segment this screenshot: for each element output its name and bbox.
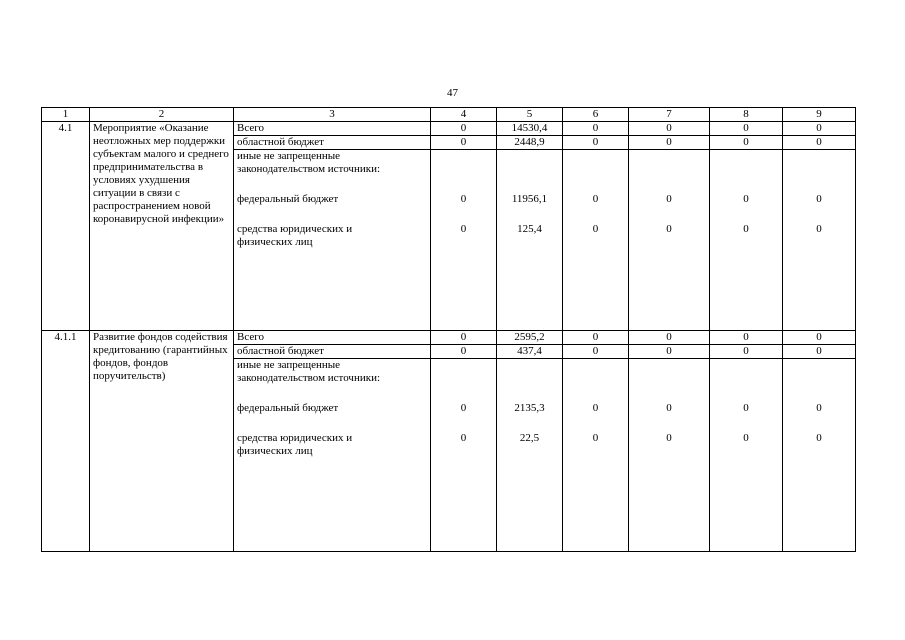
header-cell: 4 xyxy=(431,108,497,122)
value-legal: 0 xyxy=(743,223,749,235)
value-column-6 xyxy=(563,122,629,331)
page-number: 47 xyxy=(447,87,458,99)
value-total: 0 xyxy=(563,331,628,345)
source-legal-line2: физических лиц xyxy=(237,445,313,457)
header-row xyxy=(42,108,856,122)
value-federal: 0 xyxy=(592,193,599,205)
value-column-9 xyxy=(783,331,856,552)
value-federal: 11956,1 xyxy=(511,193,548,205)
row-name: Развитие фондов содействия кредитованию (гарантийных фондов, фондов поручительств) xyxy=(90,331,234,552)
value-federal: 0 xyxy=(460,402,467,414)
value-legal: 125,4 xyxy=(517,223,542,235)
source-other-line1: иные не запрещенные xyxy=(237,359,341,371)
value-column-7 xyxy=(629,122,710,331)
value-regional: 0 xyxy=(629,345,709,359)
source-other-line2: законодательством источники: xyxy=(237,163,381,175)
value-regional: 0 xyxy=(783,136,855,150)
row-name: Мероприятие «Оказание неотложных мер поддержки субъектам малого и среднего предпринимательства в условиях ухудшения ситуации в связи с распространением новой коронавирусной инфекции» xyxy=(90,122,234,331)
value-regional: 0 xyxy=(431,345,496,359)
header-cell: 9 xyxy=(783,108,856,122)
value-legal: 0 xyxy=(816,223,822,235)
value-federal: 0 xyxy=(592,402,599,414)
value-federal: 2135,3 xyxy=(514,402,545,414)
value-regional: 2448,9 xyxy=(497,136,562,150)
header-cell: 2 xyxy=(90,108,234,122)
value-federal: 0 xyxy=(666,402,672,414)
value-regional: 0 xyxy=(783,345,855,359)
value-total: 0 xyxy=(783,331,855,345)
value-column-5 xyxy=(497,122,563,331)
value-column-9 xyxy=(783,122,856,331)
value-column-4 xyxy=(431,331,497,552)
value-federal: 0 xyxy=(743,402,749,414)
value-legal: 22,5 xyxy=(519,432,540,444)
value-regional: 437,4 xyxy=(497,345,562,359)
value-column-6 xyxy=(563,331,629,552)
value-regional: 0 xyxy=(563,345,628,359)
value-legal: 0 xyxy=(666,223,672,235)
value-legal: 0 xyxy=(666,432,672,444)
header-cell: 1 xyxy=(42,108,90,122)
value-regional: 0 xyxy=(431,136,496,150)
source-regional: областной бюджет xyxy=(234,345,430,359)
value-total: 0 xyxy=(431,331,496,345)
value-legal: 0 xyxy=(592,432,599,444)
value-column-7 xyxy=(629,331,710,552)
funding-sources xyxy=(234,122,431,331)
value-total: 0 xyxy=(563,122,628,136)
source-other-line1: иные не запрещенные xyxy=(237,150,341,162)
header-cell: 5 xyxy=(497,108,563,122)
funding-sources xyxy=(234,331,431,552)
value-total: 0 xyxy=(629,331,709,345)
value-column-5 xyxy=(497,331,563,552)
value-regional: 0 xyxy=(563,136,628,150)
table-row xyxy=(42,122,856,331)
source-total: Всего xyxy=(234,122,430,136)
value-federal: 0 xyxy=(816,193,822,205)
source-federal: федеральный бюджет xyxy=(237,402,339,414)
value-legal: 0 xyxy=(816,432,822,444)
value-federal: 0 xyxy=(743,193,749,205)
value-legal: 0 xyxy=(592,223,599,235)
value-federal: 0 xyxy=(666,193,672,205)
header-cell: 8 xyxy=(710,108,783,122)
value-federal: 0 xyxy=(816,402,822,414)
value-legal: 0 xyxy=(460,223,467,235)
budget-table xyxy=(41,107,856,552)
value-total: 0 xyxy=(710,122,782,136)
source-total: Всего xyxy=(234,331,430,345)
value-column-8 xyxy=(710,122,783,331)
value-total: 14530,4 xyxy=(497,122,562,136)
value-total: 0 xyxy=(431,122,496,136)
value-column-4 xyxy=(431,122,497,331)
value-total: 0 xyxy=(783,122,855,136)
value-total: 0 xyxy=(629,122,709,136)
value-legal: 0 xyxy=(460,432,467,444)
table-row xyxy=(42,331,856,552)
source-other-line2: законодательством источники: xyxy=(237,372,381,384)
header-cell: 3 xyxy=(234,108,431,122)
value-regional: 0 xyxy=(710,136,782,150)
source-legal-line1: средства юридических и xyxy=(237,432,353,444)
header-cell: 7 xyxy=(629,108,710,122)
row-code: 4.1 xyxy=(42,122,90,331)
header-cell: 6 xyxy=(563,108,629,122)
source-legal-line1: средства юридических и xyxy=(237,223,353,235)
value-column-8 xyxy=(710,331,783,552)
value-total: 0 xyxy=(710,331,782,345)
row-code: 4.1.1 xyxy=(42,331,90,552)
value-regional: 0 xyxy=(710,345,782,359)
value-regional: 0 xyxy=(629,136,709,150)
value-federal: 0 xyxy=(460,193,467,205)
source-regional: областной бюджет xyxy=(234,136,430,150)
value-total: 2595,2 xyxy=(497,331,562,345)
value-legal: 0 xyxy=(743,432,749,444)
source-legal-line2: физических лиц xyxy=(237,236,313,248)
source-federal: федеральный бюджет xyxy=(237,193,339,205)
